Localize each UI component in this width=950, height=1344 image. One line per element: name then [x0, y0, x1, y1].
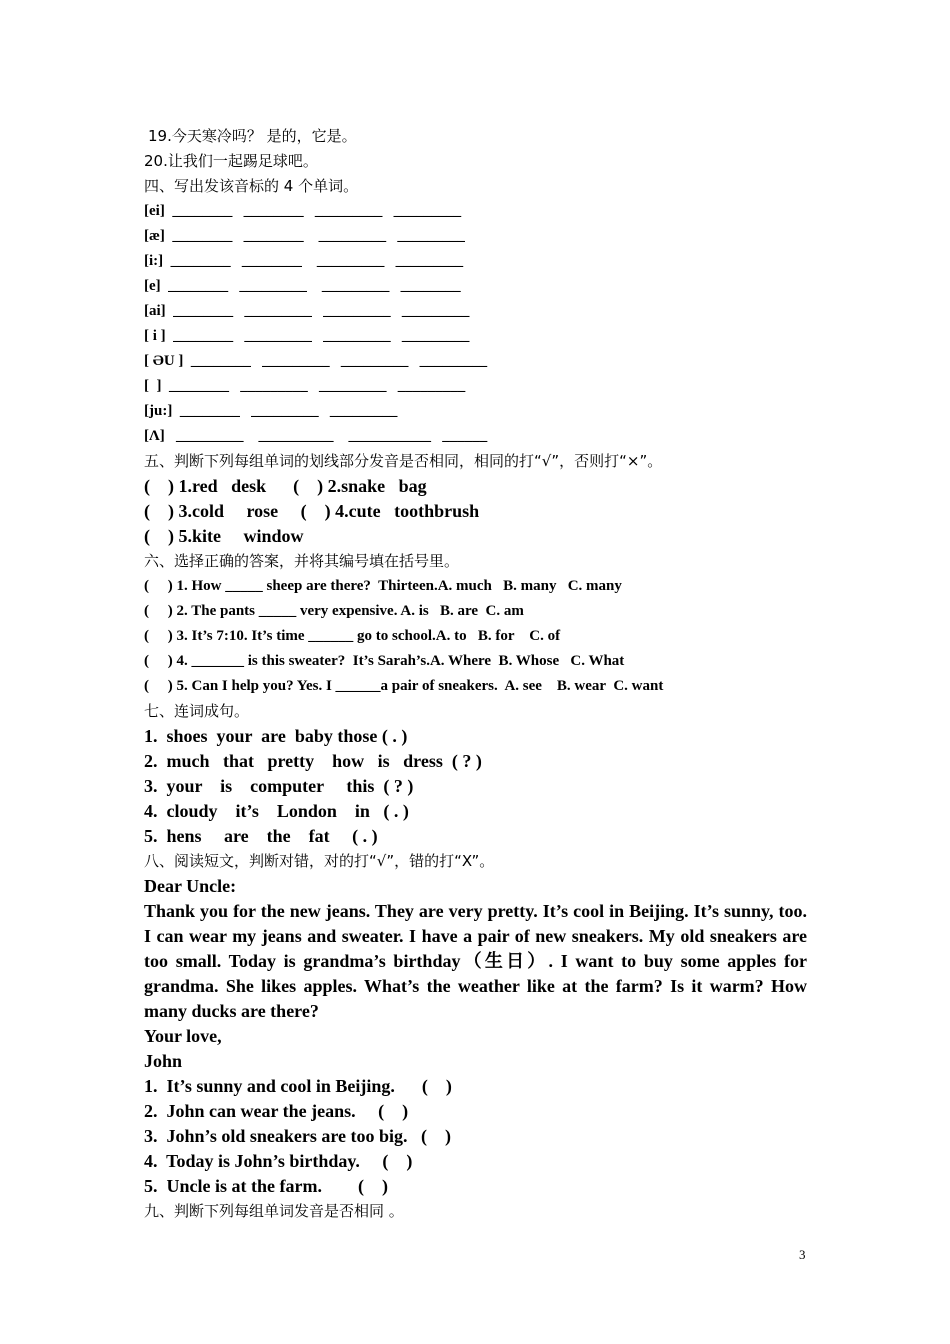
text-line: 19.今天寒冷吗？ 是的，它是。 [148, 127, 357, 145]
text-line: 四、写出发该音标的 4 个单词。 [144, 177, 359, 195]
text-line: ( ) 5. Can I help you? Yes. I ______a pair of sneakers. A. see B. wear C. want [144, 678, 664, 694]
text-line: John [144, 1051, 183, 1071]
text-line: 八、阅读短文，判断对错，对的打“√”，错的打“X”。 [144, 852, 495, 870]
text-line: 九、判断下列每组单词发音是否相同 。 [144, 1202, 404, 1220]
text-line: ( ) 4. _______ is this sweater? It’s Sarah’s.A. Where B. Whose C. What [144, 653, 625, 669]
page-number: 3 [799, 1247, 806, 1262]
text-line: [Λ] _________ __________ ___________ ______ [144, 428, 488, 444]
text-line: 六、选择正确的答案，并将其编号填在括号里。 [144, 552, 460, 570]
text-line: [ ƏU ] ________ _________ _________ _________ [144, 353, 488, 369]
text-line: Your love, [144, 1026, 222, 1046]
text-line: 2. John can wear the jeans. ( ) [144, 1101, 409, 1121]
text-line: 5. hens are the fat ( . ) [144, 826, 378, 846]
text-line: [i:] ________ ________ _________ _________ [144, 253, 464, 269]
text-line: ( ) 5.kite window [144, 526, 304, 546]
text-line: 3. your is computer this ( ? ) [144, 776, 414, 796]
text-line: ( ) 1.red desk ( ) 2.snake bag [144, 476, 427, 496]
text-line: [ju:] ________ _________ _________ [144, 403, 398, 419]
text-line: 20.让我们一起踢足球吧。 [144, 152, 318, 170]
text-line: [ei] ________ ________ _________ _________ [144, 203, 462, 219]
text-line: [ i ] ________ _________ _________ _________ [144, 328, 470, 344]
exercise-block-top [144, 124, 807, 899]
exercise-block-bottom [144, 1024, 807, 1224]
text-line: 2. much that pretty how is dress ( ? ) [144, 751, 482, 771]
document-body [144, 124, 807, 1224]
text-line: 五、判断下列每组单词的划线部分发音是否相同，相同的打“√”，否则打“×”。 [144, 452, 663, 470]
text-line: 5. Uncle is at the farm. ( ) [144, 1176, 388, 1196]
text-line: ( ) 1. How _____ sheep are there? Thirteen.A. much B. many C. many [144, 578, 622, 594]
text-line: 1. It’s sunny and cool in Beijing. ( ) [144, 1076, 452, 1096]
text-line: ( ) 3. It’s 7:10. It’s time ______ go to school.A. to B. for C. of [144, 628, 561, 644]
text-line: [ai] ________ _________ _________ _________ [144, 303, 470, 319]
text-line: Dear Uncle: [144, 876, 237, 896]
text-line: 1. shoes your are baby those ( . ) [144, 726, 408, 746]
text-line: [ ] ________ _________ _________ _________ [144, 378, 466, 394]
text-line: 4. cloudy it’s London in ( . ) [144, 801, 409, 821]
text-line: ( ) 3.cold rose ( ) 4.cute toothbrush [144, 501, 480, 521]
text-line: [æ] ________ ________ _________ _________ [144, 228, 465, 244]
text-line: ( ) 2. The pants _____ very expensive. A. is B. are C. am [144, 603, 524, 619]
reading-passage: Thank you for the new jeans. They are very pretty. It’s cool in Beijing. It’s sunny, too. I can wear my jeans and sweater. I have a pair of new sneakers. My old sneakers are too small. Today is grandma’s birthday（生日）. I want to buy some apples for grandma. She likes apples. What’s the weather like at the farm? Is it warm? How many ducks are there? [144, 901, 807, 1021]
text-line: 3. John’s old sneakers are too big. ( ) [144, 1126, 452, 1146]
text-line: [e] ________ _________ _________ ________ [144, 278, 461, 294]
text-line: 七、连词成句。 [144, 702, 250, 720]
text-line: 4. Today is John’s birthday. ( ) [144, 1151, 413, 1171]
